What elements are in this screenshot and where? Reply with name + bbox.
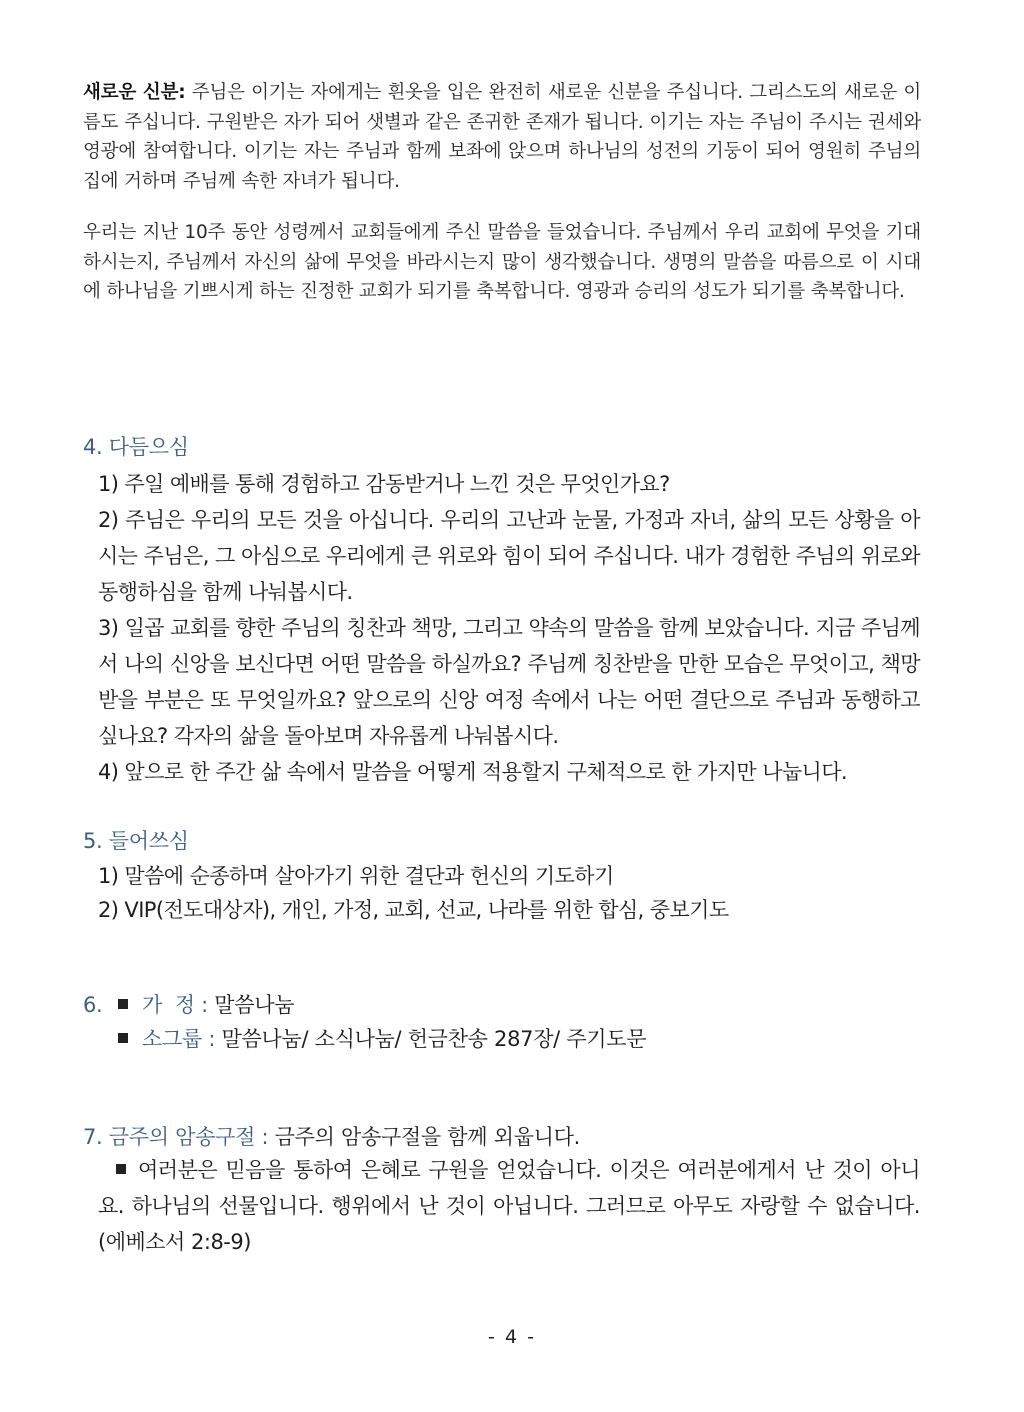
square-bullet-icon xyxy=(116,1164,126,1174)
intro-paragraph xyxy=(83,78,921,196)
section-6-group-line xyxy=(118,1024,646,1054)
section-4-item-2: 2) 주님은 우리의 모든 것을 아십니다. 우리의 고난과 눈물, 가정과 자녀, 삶의 모든 상황을 아시는 주님은, 그 아심으로 우리에게 큰 위로와 힘이 되어 주십니다. 내가 경험한 주님의 위로와 동행하심을 함께 나눠봅시다. xyxy=(98,508,920,604)
closing-paragraph: 우리는 지난 10주 동안 성령께서 교회들에게 주신 말씀을 들었습니다. 주님께서 우리 교회에 무엇을 기대하시는지, 주님께서 자신의 삶에 무엇을 바라시는지 많이 생각했습니다. 생명의 말씀을 따름으로 이 시대에 하나님을 기쁘시게 하는 진정한 교회가 되기를 축복합니다. 영광과 승리의 성도가 되기를 축복합니다. xyxy=(83,222,921,302)
section-6-family-line xyxy=(118,990,294,1020)
section-6-group-value: 말씀나눔/ 소식나눔/ 헌금찬송 287장/ 주기도문 xyxy=(221,1027,647,1051)
section-4-item-3: 3) 일곱 교회를 향한 주님의 칭찬과 책망, 그리고 약속의 말씀을 함께 보았습니다. 지금 주님께서 나의 신앙을 보신다면 어떤 말씀을 하실까요? 주님께 칭찬받을 만한 모습은 무엇이고, 책망받을 부분은 또 무엇일까요? 앞으로의 신앙 여정 속에서 나는 어떤 결단으로 주님과 동행하고 싶나요? 각자의 삶을 돌아보며 자유롭게 나눠봅시다. xyxy=(98,616,920,748)
intro-text: 주님은 이기는 자에게는 흰옷을 입은 완전히 새로운 신분을 주십니다. 그리스도의 새로운 이름도 주십니다. 구원받은 자가 되어 샛별과 같은 존귀한 존재가 됩니다. 이기는 자는 주님이 주시는 권세와 영광에 참여합니다. 이기는 자는 주님과 함께 보좌에 앉으며 하나님의 성전의 기둥이 되어 영원히 주님의 집에 거하며 주님께 속한 자녀가 됩니다. xyxy=(83,82,921,192)
section-4-item-1: 1) 주일 예배를 통해 경험하고 감동받거나 느낀 것은 무엇인가요? xyxy=(98,472,670,496)
memory-verse xyxy=(98,1152,920,1260)
square-bullet-icon xyxy=(118,1033,128,1043)
square-bullet-icon xyxy=(118,999,128,1009)
section-5-heading: 5. 들어쓰심 xyxy=(83,829,189,853)
section-6-number: 6. xyxy=(83,993,103,1017)
section-6-group-label: 소그룹 : xyxy=(142,1027,216,1051)
page-number: - 4 - xyxy=(488,1326,536,1348)
memory-verse-text: 여러분은 믿음을 통하여 은혜로 구원을 얻었습니다. 이것은 여러분에게서 난 것이 아니요. 하나님의 선물입니다. 행위에서 난 것이 아닙니다. 그러므로 아무도 자랑할 수 없습니다.(에베소서 2:8-9) xyxy=(98,1158,920,1254)
section-4-heading: 4. 다듬으심 xyxy=(83,435,189,459)
section-6-family-value: 말씀나눔 xyxy=(214,993,295,1017)
section-7-heading: 7. 금주의 암송구절 : xyxy=(83,1125,269,1149)
section-7-heading-line xyxy=(83,1122,580,1152)
section-7-heading-after: 금주의 암송구절을 함께 외웁니다. xyxy=(274,1125,580,1149)
section-5-item-2: 2) VIP(전도대상자), 개인, 가정, 교회, 선교, 나라를 위한 합심, 중보기도 xyxy=(98,898,729,922)
intro-bold-label: 새로운 신분: xyxy=(83,82,186,103)
section-4-item-4: 4) 앞으로 한 주간 삶 속에서 말씀을 어떻게 적용할지 구체적으로 한 가지만 나눕니다. xyxy=(98,760,847,784)
section-6-family-label: 가 정 : xyxy=(142,993,208,1017)
section-5-item-1: 1) 말씀에 순종하며 살아가기 위한 결단과 헌신의 기도하기 xyxy=(98,864,614,888)
